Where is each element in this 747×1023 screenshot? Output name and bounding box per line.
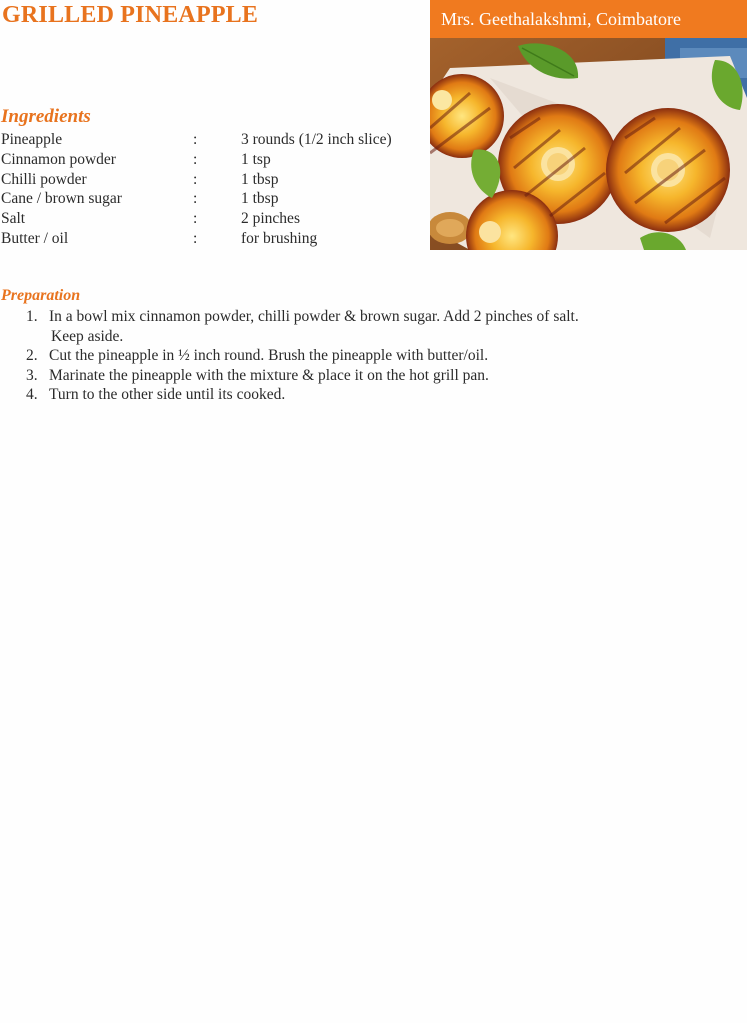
preparation-step [0,346,700,366]
preparation-step [0,366,700,386]
ingredient-name: Cinnamon powder [1,150,116,168]
ingredient-quantity: 1 tsp [241,150,271,168]
preparation-heading: Preparation [1,287,81,304]
ingredient-name: Butter / oil [1,229,69,247]
ingredient-name: Chilli powder [1,170,87,188]
ingredient-separator: : [193,131,198,148]
ingredient-quantity: 1 tbsp [241,190,279,208]
step-text: Marinate the pineapple with the mixture & place it on the hot grill pan. [49,366,489,384]
ingredient-name: Pineapple [1,131,63,148]
ingredient-row [1,189,431,209]
author-banner: Mrs. Geethalakshmi, Coimbatore [430,0,747,38]
ingredient-row [1,209,431,229]
ingredient-quantity: 2 pinches [241,210,300,228]
ingredient-separator: : [193,210,198,228]
pineapple-ring-right [606,108,730,232]
ingredient-quantity: 3 rounds (1/2 inch slice) [241,131,392,148]
ingredient-row [1,150,431,170]
ingredient-row [1,170,431,190]
ingredient-name: Salt [1,210,26,228]
step-number: 1. [26,308,38,325]
ingredient-row [1,130,431,150]
ingredient-quantity: for brushing [241,229,318,247]
step-text-continued: Keep aside. [51,327,124,345]
ingredient-separator: : [193,150,198,168]
step-number: 4. [26,386,38,404]
step-number: 2. [26,347,38,365]
step-number: 3. [26,366,38,384]
ingredient-separator: : [193,229,198,247]
ingredient-row [1,229,431,249]
step-text: In a bowl mix cinnamon powder, chilli powder & brown sugar. Add 2 pinches of salt. [49,308,579,325]
recipe-title: GRILLED PINEAPPLE [2,2,259,28]
grilled-pineapple-photo [430,38,747,250]
preparation-steps [0,307,700,405]
ingredient-name: Cane / brown sugar [1,190,122,208]
step-text: Turn to the other side until its cooked. [49,386,286,404]
ingredient-quantity: 1 tbsp [241,170,279,188]
ingredient-separator: : [193,190,198,208]
ingredients-list [1,130,431,249]
ingredient-separator: : [193,170,198,188]
step-text: Cut the pineapple in ½ inch round. Brush the pineapple with butter/oil. [49,347,489,365]
ingredients-heading: Ingredients [1,106,91,127]
preparation-step [0,307,700,346]
preparation-step [0,385,700,405]
